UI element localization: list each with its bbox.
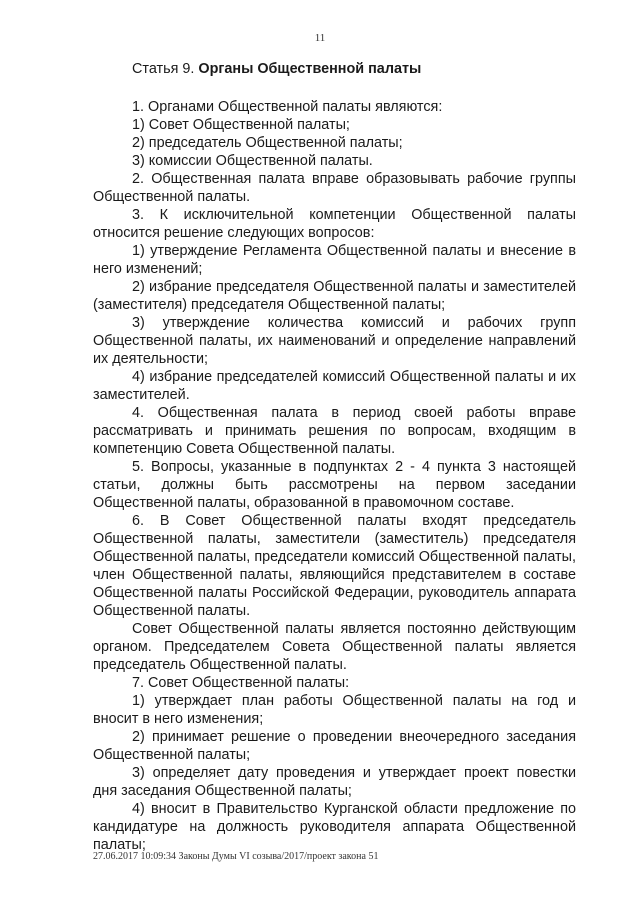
- paragraph: 5. Вопросы, указанные в подпунктах 2 - 4 пункта 3 настоящей статьи, должны быть рассмотрены на первом заседании Общественной палаты, образованной в правомочном составе.: [93, 459, 576, 511]
- paragraph: 6. В Совет Общественной палаты входят председатель Общественной палаты, заместители (заместитель) председателя Общественной палаты, председатели комиссий Общественной палаты, член Общественной палаты, являющийся представителем в составе Общественной палаты Российской Федерации, руководитель аппарата Общественной палаты.: [93, 513, 576, 619]
- paragraph: 3) утверждение количества комиссий и рабочих групп Общественной палаты, их наименований и определение направлений их деятельности;: [93, 315, 576, 367]
- paragraph: 3. К исключительной компетенции Общественной палаты относится решение следующих вопросов:: [93, 207, 576, 241]
- paragraph: 4) вносит в Правительство Курганской области предложение по кандидатуре на должность руководителя аппарата Общественной палаты;: [93, 801, 576, 853]
- paragraph: 2) избрание председателя Общественной палаты и заместителей (заместителя) председателя Общественной палаты;: [93, 279, 576, 313]
- paragraph: 2. Общественная палата вправе образовывать рабочие группы Общественной палаты.: [93, 171, 576, 205]
- paragraph: 1) утверждение Регламента Общественной палаты и внесение в него изменений;: [93, 243, 576, 277]
- footer-file-info: 27.06.2017 10:09:34 Законы Думы VI созыва/2017/проект закона 51: [93, 851, 379, 862]
- article-title: Органы Общественной палаты: [198, 61, 422, 77]
- paragraph: 7. Совет Общественной палаты:: [132, 675, 350, 691]
- paragraph: 4) избрание председателей комиссий Общественной палаты и их заместителей.: [93, 369, 576, 403]
- paragraph: 1) Совет Общественной палаты;: [132, 117, 350, 133]
- page-number: 11: [314, 32, 326, 44]
- paragraph: 3) комиссии Общественной палаты.: [132, 153, 373, 169]
- paragraph: 2) председатель Общественной палаты;: [132, 135, 403, 151]
- paragraph: 2) принимает решение о проведении внеочередного заседания Общественной палаты;: [93, 729, 576, 763]
- paragraph: 4. Общественная палата в период своей работы вправе рассматривать и принимать решения по вопросам, входящим в компетенцию Совета Общественной палаты.: [93, 405, 576, 457]
- paragraph: 3) определяет дату проведения и утверждает проект повестки дня заседания Общественной палаты;: [93, 765, 576, 799]
- paragraph: 1) утверждает план работы Общественной палаты на год и вносит в него изменения;: [93, 693, 576, 727]
- document-body: [93, 60, 576, 854]
- article-heading: [132, 60, 576, 78]
- article-prefix: Статья 9.: [132, 61, 199, 77]
- paragraph: 1. Органами Общественной палаты являются:: [132, 99, 443, 115]
- paragraph: Совет Общественной палаты является постоянно действующим органом. Председателем Совета Общественной палаты является председатель Общественной палаты.: [93, 621, 576, 673]
